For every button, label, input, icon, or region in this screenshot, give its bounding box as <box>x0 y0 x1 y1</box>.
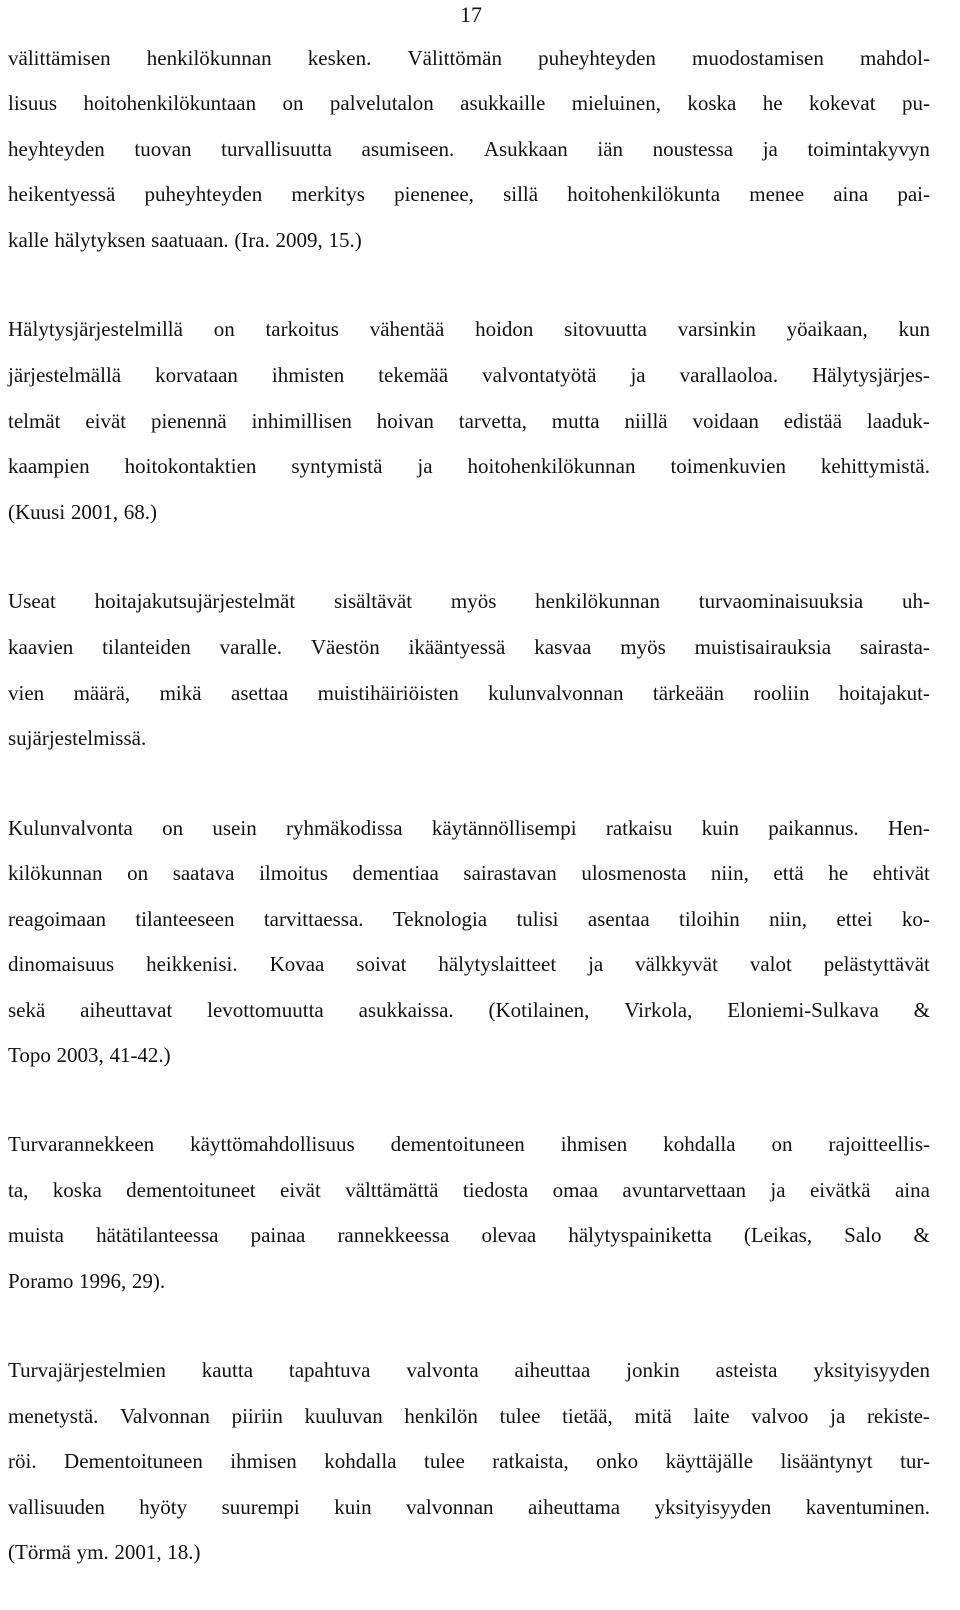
paragraph-1-line-3: heyhteyden tuovan turvallisuutta asumiseen. Asukkaan iän noustessa ja toimintakyvyn <box>8 137 930 161</box>
paragraph-3-line-1: Useat hoitajakutsujärjestelmät sisältävät myös henkilökunnan turvaominaisuuksia uh- <box>8 589 930 613</box>
paragraph-4-line-1: Kulunvalvonta on usein ryhmäkodissa käytännöllisempi ratkaisu kuin paikannus. Hen- <box>8 816 930 840</box>
paragraph-4-line-4: dinomaisuus heikkenisi. Kovaa soivat hälytyslaitteet ja välkkyvät valot pelästyttävät <box>8 952 930 976</box>
paragraph-3-line-3: vien määrä, mikä asettaa muistihäiriöisten kulunvalvonnan tärkeään rooliin hoitajakut- <box>8 681 930 705</box>
paragraph-3-line-4: sujärjestelmissä. <box>8 726 147 750</box>
paragraph-6-line-2: menetystä. Valvonnan piiriin kuuluvan henkilön tulee tietää, mitä laite valvoo ja rekiste- <box>8 1404 930 1428</box>
page-number: 17 <box>460 2 482 27</box>
paragraph-2-line-3: telmät eivät pienennä inhimillisen hoivan tarvetta, mutta niillä voidaan edistää laaduk- <box>8 409 930 433</box>
paragraph-2-line-2: järjestelmällä korvataan ihmisten tekemää valvontatyötä ja varallaoloa. Hälytysjärjes- <box>8 363 930 387</box>
paragraph-2-line-4: kaampien hoitokontaktien syntymistä ja hoitohenkilökunnan toimenkuvien kehittymistä. <box>8 454 930 478</box>
paragraph-4-line-6: Topo 2003, 41-42.) <box>8 1043 171 1067</box>
paragraph-1-line-1: välittämisen henkilökunnan kesken. Välittömän puheyhteyden muodostamisen mahdol- <box>8 46 930 70</box>
paragraph-5-line-3: muista hätätilanteessa painaa rannekkeessa olevaa hälytyspainiketta (Leikas, Salo & <box>8 1223 930 1247</box>
paragraph-4-line-3: reagoimaan tilanteeseen tarvittaessa. Teknologia tulisi asentaa tiloihin niin, ettei ko- <box>8 907 930 931</box>
paragraph-6-line-5: (Törmä ym. 2001, 18.) <box>8 1540 201 1564</box>
paragraph-4-line-2: kilökunnan on saatava ilmoitus dementiaa sairastavan ulosmenosta niin, että he ehtivät <box>8 861 930 885</box>
paragraph-6-line-4: vallisuuden hyöty suurempi kuin valvonnan aiheuttama yksityisyyden kaventuminen. <box>8 1495 930 1519</box>
paragraph-5-line-2: ta, koska dementoituneet eivät välttämättä tiedosta omaa avuntarvettaan ja eivätkä aina <box>8 1178 930 1202</box>
paragraph-1-line-4: heikentyessä puheyhteyden merkitys pienenee, sillä hoitohenkilökunta menee aina pai- <box>8 182 930 206</box>
paragraph-1-line-2: lisuus hoitohenkilökuntaan on palvelutalon asukkaille mieluinen, koska he kokevat pu- <box>8 91 930 115</box>
paragraph-2-line-1: Hälytysjärjestelmillä on tarkoitus vähentää hoidon sitovuutta varsinkin yöaikaan, kun <box>8 317 930 341</box>
paragraph-5-line-1: Turvarannekkeen käyttömahdollisuus dementoituneen ihmisen kohdalla on rajoitteellis- <box>8 1132 930 1156</box>
paragraph-1-line-5: kalle hälytyksen saatuaan. (Ira. 2009, 15.) <box>8 228 362 252</box>
paragraph-5-line-4: Poramo 1996, 29). <box>8 1269 166 1293</box>
paragraph-3-line-2: kaavien tilanteiden varalle. Väestön ikääntyessä kasvaa myös muistisairauksia sairasta- <box>8 635 930 659</box>
paragraph-6-line-3: röi. Dementoituneen ihmisen kohdalla tulee ratkaista, onko käyttäjälle lisääntynyt tur- <box>8 1449 930 1473</box>
paragraph-2-line-5: (Kuusi 2001, 68.) <box>8 500 157 524</box>
paragraph-6-line-1: Turvajärjestelmien kautta tapahtuva valvonta aiheuttaa jonkin asteista yksityisyyden <box>8 1358 930 1382</box>
paragraph-4-line-5: sekä aiheuttavat levottomuutta asukkaissa. (Kotilainen, Virkola, Eloniemi-Sulkava & <box>8 998 930 1022</box>
